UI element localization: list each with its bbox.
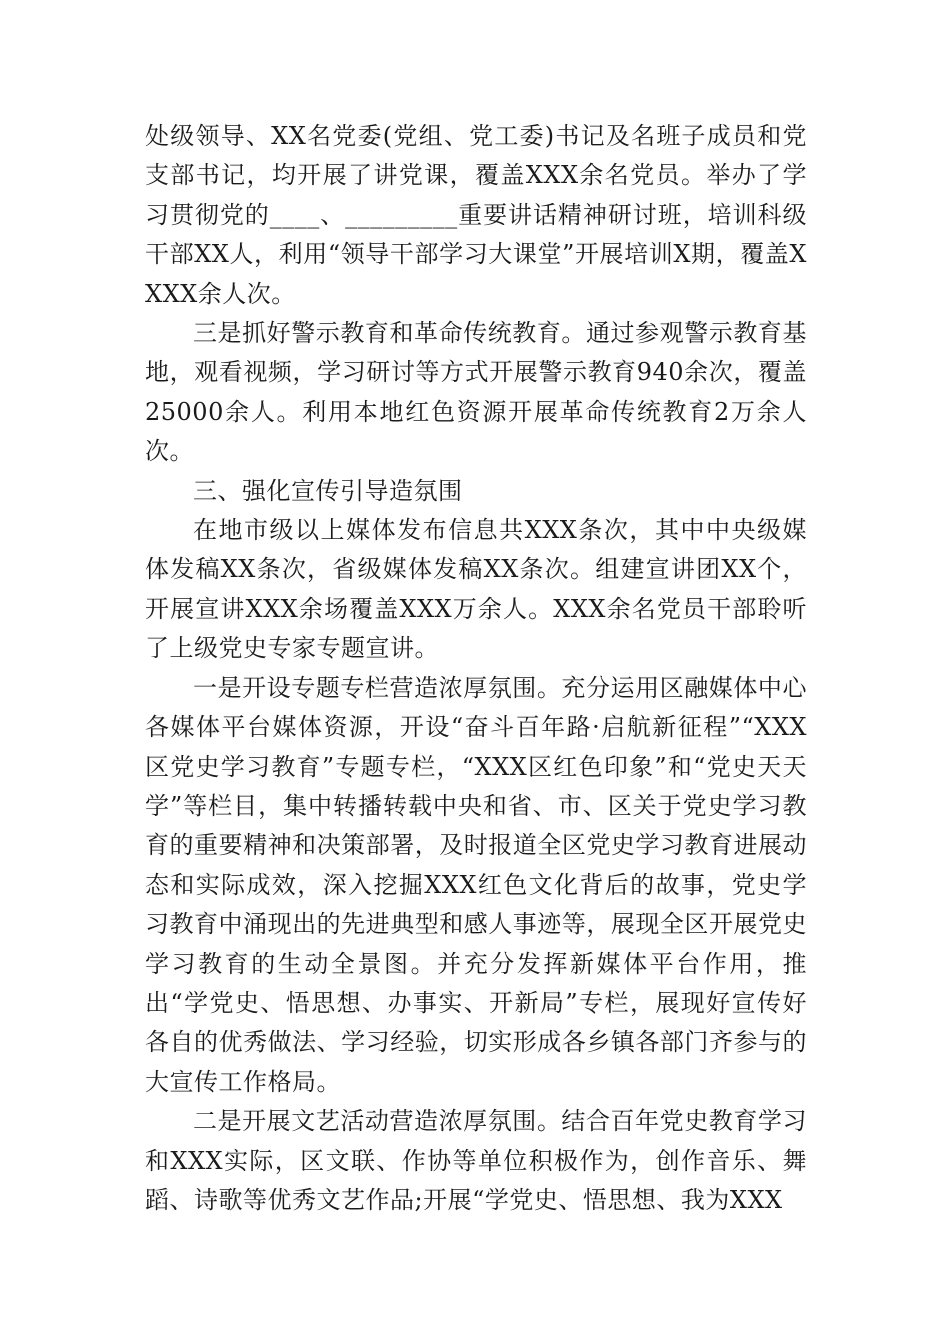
paragraph-special-columns: 一是开设专题专栏营造浓厚氛围。充分运用区融媒体中心各媒体平台媒体资源，开设“奋斗百年路·启航新征程”“XXX区党史学习教育”专题专栏，“XXX区红色印象”和“党史天天学”等栏目，集中转播转载中央和省、市、区关于党史学习教育的重要精神和决策部署，及时报道全区党史学习教育进展动态和实际成效，深入挖掘XXX红色文化背后的故事，党史学习教育中涌现出的先进典型和感人事迹等，展现全区开展党史学习教育的生动全景图。并充分发挥新媒体平台作用，推出“学党史、悟思想、办事实、开新局”专栏，展现好宣传好各自的优秀做法、学习经验，切实形成各乡镇各部门齐参与的大宣传工作格局。 [145, 673, 807, 1096]
paragraph-media-stats: 在地市级以上媒体发布信息共XXX条次，其中中央级媒体发稿XX条次，省级媒体发稿XX条次。组建宣讲团XX个，开展宣讲XXX余场覆盖XXX万余人。XXX余名党员干部聆听了上级党史专家专题宣讲。 [145, 516, 807, 663]
paragraph-continuation: 处级领导、XX名党委(党组、党工委)书记及名班子成员和党支部书记，均开展了讲党课，覆盖XXX余名党员。举办了学习贯彻党的____、_________重要讲话精神研讨班，培训科级干部XX人，利用“领导干部学习大课堂”开展培训X期，覆盖XXXX余人次。 [145, 122, 807, 308]
section-heading: 三、强化宣传引导造氛围 [193, 476, 463, 505]
document-body [145, 117, 807, 1220]
paragraph-cultural-activities: 二是开展文艺活动营造浓厚氛围。结合百年党史教育学习和XXX实际，区文联、作协等单位积极作为，创作音乐、舞蹈、诗歌等优秀文艺作品;开展“学党史、悟思想、我为XXX [145, 1107, 807, 1214]
paragraph-warning-education: 三是抓好警示教育和革命传统教育。通过参观警示教育基地，观看视频，学习研讨等方式开展警示教育940余次，覆盖25000余人。利用本地红色资源开展革命传统教育2万余人次。 [145, 319, 807, 466]
